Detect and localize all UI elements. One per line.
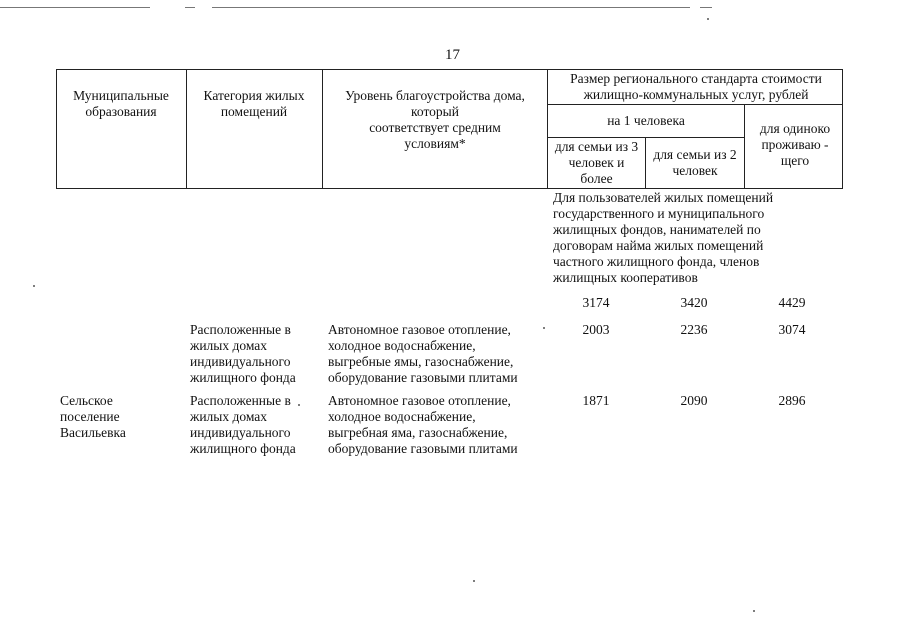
column-divider — [645, 137, 646, 189]
table-left-border — [56, 69, 57, 189]
value-single: 4429 — [778, 295, 806, 310]
column-divider — [322, 69, 323, 189]
page-number: 17 — [445, 47, 460, 63]
scan-speck — [33, 285, 35, 287]
scan-speck — [753, 610, 755, 612]
column-divider — [186, 69, 187, 189]
scan-artifact-line — [0, 7, 150, 8]
column-divider — [547, 69, 548, 189]
category-text: Расположенные в жилых домах индивидуального жилищного фонда — [190, 322, 296, 385]
table-header-bottom-border — [56, 188, 843, 189]
header-per-person: на 1 человека — [607, 113, 685, 128]
value-single: 3074 — [778, 322, 806, 337]
category-text: Расположенные в жилых домах индивидуального жилищного фонда — [190, 393, 296, 456]
table-top-border — [56, 69, 843, 70]
header-level: Уровень благоустройства дома, который соответствует средним условиям* — [345, 88, 525, 151]
header-family2: для семьи из 2 человек — [653, 147, 737, 178]
scan-artifact-line — [212, 7, 690, 8]
header-municipality: Муниципальные образования — [73, 88, 169, 119]
header-standard: Размер регионального стандарта стоимости жилищно-коммунальных услуг, рублей — [570, 71, 822, 102]
value-family2: 2236 — [680, 322, 708, 337]
scan-speck — [473, 580, 475, 582]
value-single: 2896 — [778, 393, 806, 408]
header-single: для одиноко проживаю - щего — [759, 121, 831, 168]
scan-artifact-line — [185, 7, 195, 8]
scan-artifact-line — [700, 7, 712, 8]
scan-speck — [298, 404, 300, 406]
column-divider — [744, 104, 745, 189]
table-right-border — [842, 69, 843, 189]
municipality-text: Сельское поселение Васильевка — [60, 393, 126, 440]
value-family3: 2003 — [582, 322, 610, 337]
section-note: Для пользователей жилых помещений государственного и муниципального жилищных фондов, нанимателей по договорам найма жилых помещений частного жилищного фонда, членов жилищных кооперативов — [553, 190, 774, 285]
header-family3: для семьи из 3 человек и более — [554, 139, 639, 186]
level-text: Автономное газовое отопление, холодное водоснабжение, выгребная яма, газоснабжение, оборудование газовыми плитами — [328, 393, 518, 456]
scan-speck — [707, 18, 709, 20]
level-text: Автономное газовое отопление, холодное водоснабжение, выгребные ямы, газоснабжение, оборудование газовыми плитами — [328, 322, 518, 385]
value-family2: 2090 — [680, 393, 708, 408]
value-family3: 1871 — [582, 393, 610, 408]
scan-speck — [543, 327, 545, 329]
value-family2: 3420 — [680, 295, 708, 310]
standard-subheader-border — [547, 104, 843, 105]
value-family3: 3174 — [582, 295, 610, 310]
header-category: Категория жилых помещений — [203, 88, 305, 119]
